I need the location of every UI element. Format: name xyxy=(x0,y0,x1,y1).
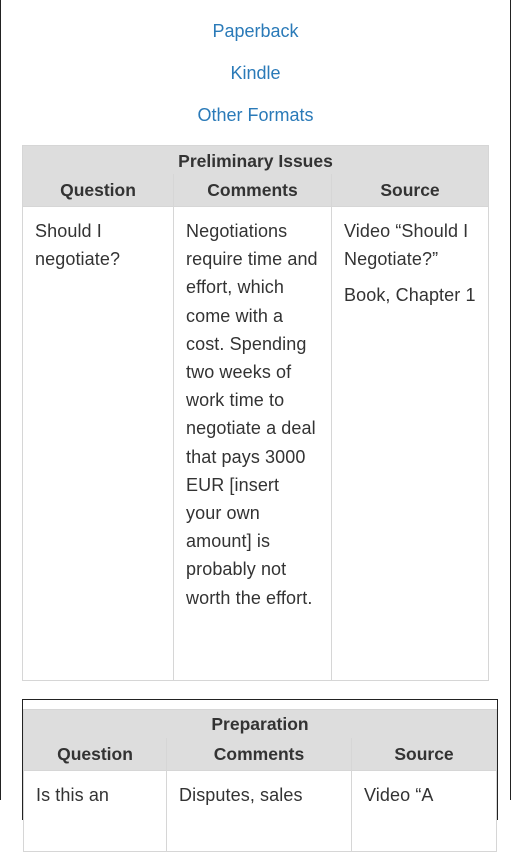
table-row xyxy=(24,771,497,852)
question-text: Is this an xyxy=(36,785,110,805)
source-text: Video “A xyxy=(364,785,434,805)
comments-text: Disputes, sales xyxy=(179,785,303,805)
column-header-comments: Comments xyxy=(174,174,332,207)
table-header-row xyxy=(23,174,489,207)
source-cell xyxy=(332,207,489,681)
table-caption-row xyxy=(23,146,489,175)
column-header-source: Source xyxy=(332,174,489,207)
column-header-source: Source xyxy=(352,738,497,771)
other-formats-link[interactable]: Other Formats xyxy=(197,105,314,125)
kindle-link[interactable]: Kindle xyxy=(230,63,281,83)
comments-text: Negotiations require time and effort, which come with a cost. Spending two weeks of work time to negotiate a deal that pays 3000 EUR [insert your own amount] is probably not worth the effort. xyxy=(186,221,318,608)
table-caption-row xyxy=(24,710,497,739)
source-text: Video “Should I Negotiate?” xyxy=(344,221,469,270)
preliminary-issues-table xyxy=(22,145,489,681)
column-header-question: Question xyxy=(24,738,167,771)
source-text: Book, Chapter 1 xyxy=(344,285,476,306)
table-row xyxy=(23,207,489,681)
question-text: Should I negotiate? xyxy=(35,221,121,270)
table-caption: Preparation xyxy=(24,710,497,739)
preparation-table xyxy=(23,709,497,852)
column-header-comments: Comments xyxy=(167,738,352,771)
question-cell xyxy=(24,771,167,852)
paperback-link[interactable]: Paperback xyxy=(212,21,299,41)
comments-cell xyxy=(174,207,332,681)
question-cell xyxy=(23,207,174,681)
comments-cell xyxy=(167,771,352,852)
table-header-row xyxy=(24,738,497,771)
table-caption: Preliminary Issues xyxy=(23,146,489,175)
column-header-question: Question xyxy=(23,174,174,207)
source-cell xyxy=(352,771,497,852)
